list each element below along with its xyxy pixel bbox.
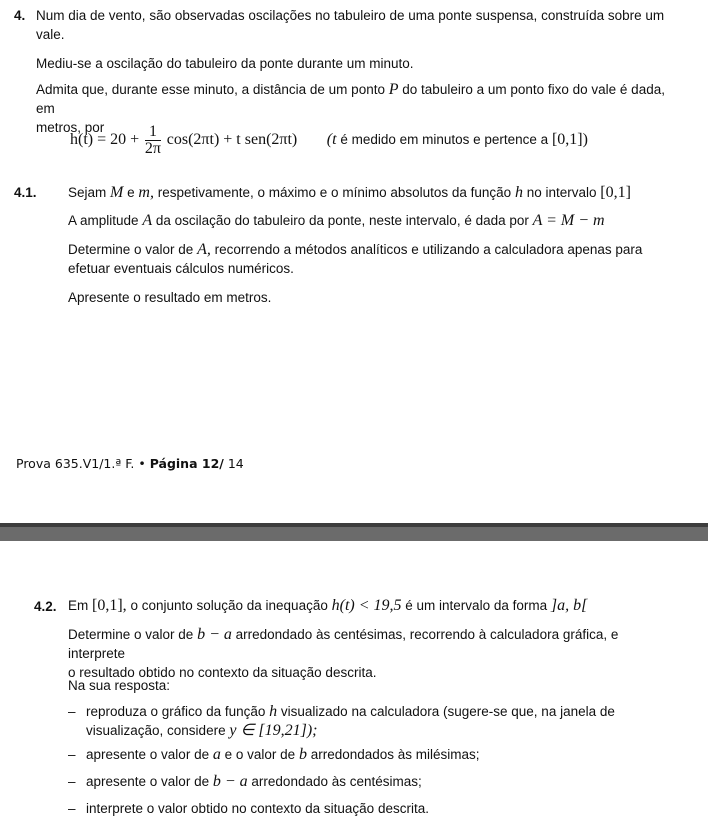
list-item: – apresente o valor de b − a arredondado às centésimas; [68, 773, 422, 790]
list-item: – apresente o valor de a e o valor de b arredondados às milésimas; [68, 746, 480, 763]
q4-admit: Admita que, durante esse minuto, a distância de um ponto P do tabuleiro a um ponto fixo do vale é dada, em metros, por [36, 81, 665, 135]
page-separator-edge [0, 523, 708, 527]
q42-determine: Determine o valor de b − a arredondado às centésimas, recorrendo à calculadora gráfica, e interprete o resultado obtido no contexto da situação descrita. [68, 626, 619, 680]
question-number: 4. [14, 8, 26, 23]
q41-present: Apresente o resultado em metros. [68, 290, 272, 305]
list-item: – reproduza o gráfico da função h visualizado na calculadora (sugere-se que, na janela de visualização, considere y ∈ [19,21]); [68, 703, 615, 739]
q4-measure: Mediu-se a oscilação do tabuleiro da ponte durante um minuto. [36, 56, 414, 71]
q4-intro: Num dia de vento, são observadas oscilações no tabuleiro de uma ponte suspensa, construída sobre um vale. [36, 8, 665, 42]
list-item: – interprete o valor obtido no contexto da situação descrita. [68, 801, 429, 816]
q41-line1: Sejam M e m, respetivamente, o máximo e o mínimo absolutos da função h no intervalo [0,1] [68, 184, 631, 201]
q42-answer-intro: Na sua resposta: [68, 678, 171, 693]
q41-amplitude: A amplitude A da oscilação do tabuleiro da ponte, neste intervalo, é dada por A = M − m [68, 212, 605, 229]
q42-line1: Em [0,1], o conjunto solução da inequação h(t) < 19,5 é um intervalo da forma ]a, b[ [68, 597, 588, 614]
formula-fraction: $\frac{1}{2\pi}$ [144, 123, 161, 157]
q4-formula: h(t) = 20 + $\frac{1}{2\pi}$ cos(2πt) + t sen(2πt) (t é medido em minutos e pertence a [0,1]) [70, 123, 588, 157]
page-footer: Prova 635.V1/1.ª F. • Página 12/ 14 [16, 456, 244, 471]
question-number: 4.1. [14, 185, 37, 200]
q41-determine: Determine o valor de A, recorrendo a métodos analíticos e utilizando a calculadora apenas para efetuar eventuais cálculos numéricos. [68, 241, 643, 276]
question-number: 4.2. [34, 599, 57, 614]
